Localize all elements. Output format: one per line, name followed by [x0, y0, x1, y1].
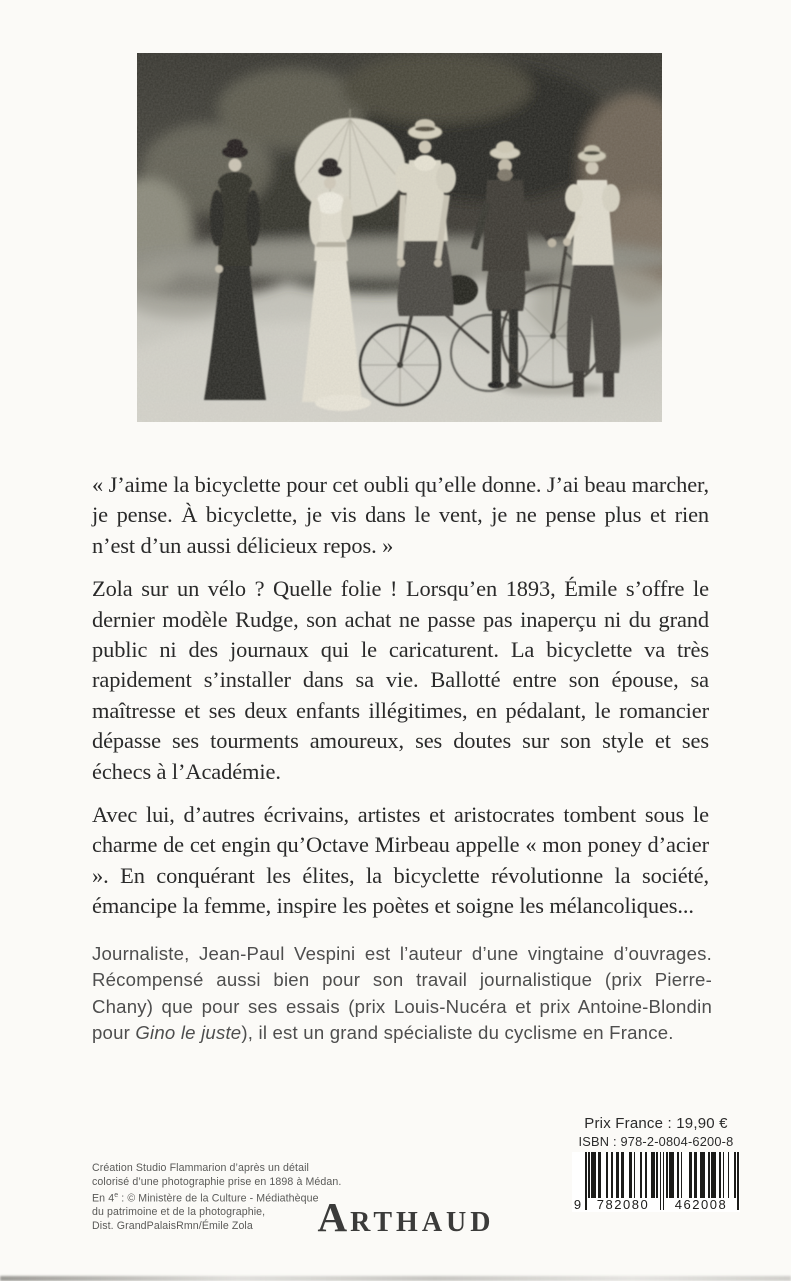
photo-grain-overlay: [137, 53, 662, 422]
author-bio: [92, 941, 712, 1047]
blurb-paragraph-2: Avec lui, d’autres écrivains, artistes et aristocrates tombent sous le charme de cet engin qu’Octave Mirbeau appelle « mon poney d’acier ». En conquérant les élites, la bicyclette révolutionne la société, émancipe la femme, inspire les poètes et soigne les mélancoliques...: [92, 802, 709, 919]
bio-text-part1: Journaliste, Jean-Paul Vespini est l’auteur d’une vingtaine d’ouvrages. Récompensé aussi bien pour son travail journalistique (prix Pierre-Chany) que pour ses essais (prix Louis-Nucéra et prix Antoine-Blondin pour: [92, 943, 712, 1044]
ean-barcode: [572, 1152, 740, 1212]
bio-book-title: Gino le juste: [135, 1022, 242, 1044]
barcode-digit-first: 9: [573, 1197, 582, 1212]
price-label: Prix France : 19,90 €: [584, 1115, 728, 1132]
logo-rest: RTHAUD: [350, 1207, 495, 1238]
scan-bottom-edge: [0, 1276, 791, 1281]
photograph-illustration: [137, 53, 662, 422]
quote-paragraph: « J’aime la bicyclette pour cet oubli qu’elle donne. J’ai beau marcher, je pense. À bicyclette, je vis dans le vent, je ne pense plus et rien n’est d’un aussi délicieux repos. »: [92, 472, 709, 558]
cover-photograph: [137, 53, 662, 422]
publisher-logo-arthaud: [306, 1193, 506, 1241]
barcode-digits-group2: 462008: [666, 1198, 736, 1212]
credit-line-2: colorisé d’une photographie prise en 1898 à Médan.: [92, 1175, 342, 1188]
credit-line-3: En 4e : © Ministère de la Culture - Médiathèque: [92, 1192, 319, 1205]
isbn-label: ISBN : 978-2-0804-6200-8: [578, 1134, 734, 1149]
blurb-paragraph-1: Zola sur un vélo ? Quelle folie ! Lorsqu’en 1893, Émile s’offre le dernier modèle Rudge, son achat ne passe pas inaperçu ni du grand public ni des journaux qui le caricaturent. La bicyclette va très rapidement s’installer dans sa vie. Ballotté entre son épouse, sa maîtresse et ses deux enfants illégitimes, en pédalant, le romancier dépasse ses tourments amoureux, ses doutes sur son style et ses échecs à l’Académie.: [92, 576, 709, 784]
credit-line-5: Dist. GrandPalaisRmn/Émile Zola: [92, 1219, 253, 1232]
logo-initial: A: [317, 1194, 351, 1240]
barcode-digits-group1: 782080: [588, 1198, 658, 1212]
credit-line-4: du patrimoine et de la photographie,: [92, 1206, 266, 1219]
retail-block: [558, 1115, 754, 1212]
credit-line-1: Création Studio Flammarion d’après un détail: [92, 1162, 309, 1174]
back-cover-text: [92, 470, 709, 935]
bio-text-part2: ), il est un grand spécialiste du cyclisme en France.: [241, 1022, 674, 1044]
